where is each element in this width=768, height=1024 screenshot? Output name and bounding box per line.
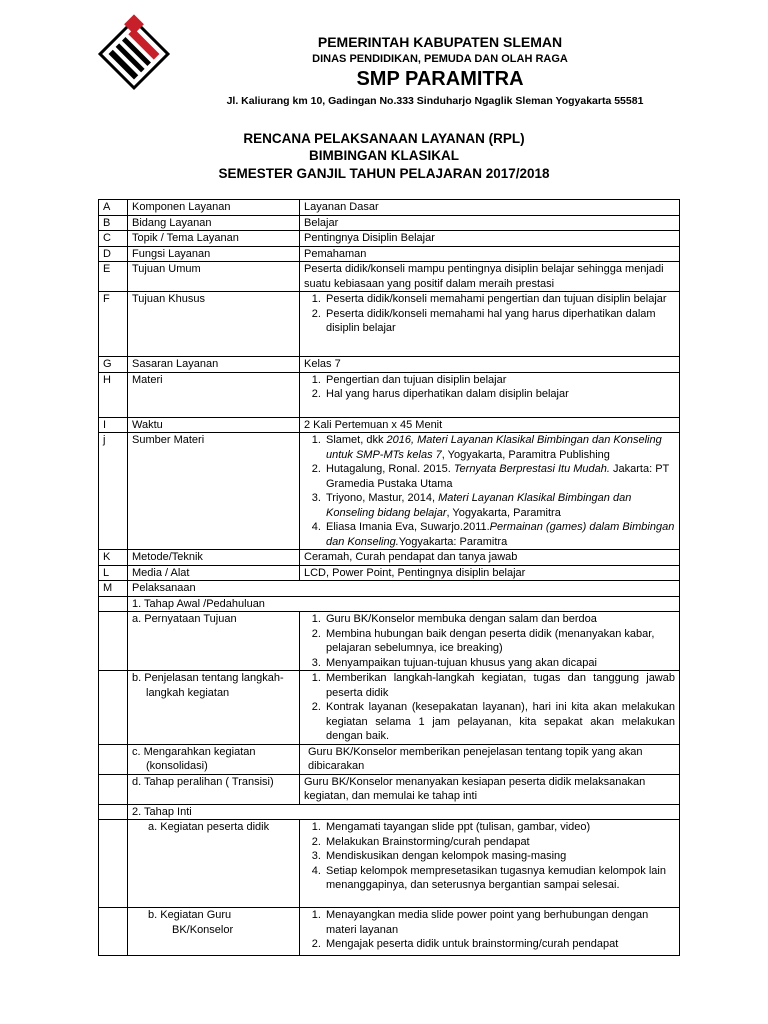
step-label: d. Tahap peralihan ( Transisi) — [128, 774, 300, 804]
row-label: Media / Alat — [128, 565, 300, 581]
step-value: Guru BK/Konselor menanyakan kesiapan peserta didik melaksanakan kegiatan, dan memulai ke tahap inti — [300, 774, 680, 804]
table-row — [99, 231, 680, 247]
row-value: 2 Kali Pertemuan x 45 Menit — [300, 417, 680, 433]
table-row — [99, 200, 680, 216]
row-label: Materi — [128, 372, 300, 417]
list-item: 2. Kontrak layanan (kesepakatan layanan), hari ini kita akan melakukan kegiatan selama 1 jam pelayanan, kita sepakat akan melakukan dengan baik. — [324, 700, 675, 744]
row-code: I — [99, 417, 128, 433]
list-item: 1. Slamet, dkk 2016, Materi Layanan Klasikal Bimbingan dan Konseling untuk SMP-MTs kelas 7, Yogyakarta, Paramitra Publishing — [324, 433, 675, 462]
row-code: G — [99, 357, 128, 373]
list-item: 2. Hutagalung, Ronal. 2015. Ternyata Berprestasi Itu Mudah. Jakarta: PT Gramedia Pustaka Utama — [324, 462, 675, 491]
row-code: C — [99, 231, 128, 247]
list-item: 1. Menayangkan media slide power point yang berhubungan dengan materi layanan — [324, 908, 675, 937]
step-value — [300, 612, 680, 671]
list-item: 1. Mengamati tayangan slide ppt (tulisan, gambar, video) — [324, 820, 675, 835]
row-code: B — [99, 215, 128, 231]
row-value: Pemahaman — [300, 246, 680, 262]
table-row — [99, 357, 680, 373]
step-label: a. Kegiatan peserta didik — [128, 820, 300, 908]
step-value — [300, 671, 680, 745]
row-code: K — [99, 550, 128, 566]
list-item: 4. Setiap kelompok mempresetasikan tugasnya kemudian kelompok lain menanggapinya, dan seterusnya bergantian sampai selesai. — [324, 864, 675, 893]
row-value: Kelas 7 — [300, 357, 680, 373]
header-school-name: SMP PARAMITRA — [356, 68, 524, 90]
table-row — [99, 908, 680, 956]
row-value: Ceramah, Curah pendapat dan tanya jawab — [300, 550, 680, 566]
table-row — [99, 215, 680, 231]
row-label: Sasaran Layanan — [128, 357, 300, 373]
table-row — [99, 596, 680, 612]
row-code: F — [99, 292, 128, 357]
table-row — [99, 671, 680, 745]
list-item: 2. Hal yang harus diperhatikan dalam disiplin belajar — [324, 387, 675, 402]
header-department: DINAS PENDIDIKAN, PEMUDA DAN OLAH RAGA — [312, 53, 568, 65]
table-row — [99, 417, 680, 433]
list-item: 3. Triyono, Mastur, 2014, Materi Layanan Klasikal Bimbingan dan Konseling bidang belajar, Yogyakarta, Paramitra — [324, 491, 675, 520]
step-label: a. Pernyataan Tujuan — [128, 612, 300, 671]
step-value — [300, 908, 680, 956]
school-logo — [94, 14, 174, 94]
step-label: b. Penjelasan tentang langkah-langkah kegiatan — [128, 671, 300, 745]
row-value — [300, 292, 680, 357]
doc-title: RENCANA PELAKSANAAN LAYANAN (RPL) — [243, 131, 525, 146]
list-item: 3. Mendiskusikan dengan kelompok masing-masing — [324, 849, 675, 864]
table-row — [99, 372, 680, 417]
row-label: Tujuan Umum — [128, 262, 300, 292]
row-label: Pelaksanaan — [128, 581, 680, 597]
table-row — [99, 774, 680, 804]
table-row — [99, 433, 680, 550]
row-value: Pentingnya Disiplin Belajar — [300, 231, 680, 247]
header-address: Jl. Kaliurang km 10, Gadingan No.333 Sinduharjo Ngaglik Sleman Yogyakarta 55581 — [226, 95, 644, 107]
row-code: M — [99, 581, 128, 597]
row-code: j — [99, 433, 128, 550]
row-code: L — [99, 565, 128, 581]
list-item: 2. Membina hubungan baik dengan peserta didik (menanyakan kabar, pelajaran sebelumnya, ice breaking) — [324, 627, 675, 656]
row-value: Layanan Dasar — [300, 200, 680, 216]
list-item: 2. Peserta didik/konseli memahami hal yang harus diperhatikan dalam disiplin belajar — [324, 307, 675, 336]
row-label: Topik / Tema Layanan — [128, 231, 300, 247]
stage-heading: 2. Tahap Inti — [128, 804, 680, 820]
row-value: Peserta didik/konseli mampu pentingnya disiplin belajar sehingga menjadi suatu kebiasaan yang positif dalam meraih prestasi — [300, 262, 680, 292]
doc-subtitle: BIMBINGAN KLASIKAL — [309, 148, 459, 163]
row-label: Bidang Layanan — [128, 215, 300, 231]
step-value: Guru BK/Konselor memberikan penejelasan tentang topik yang akan dibicarakan — [300, 744, 680, 774]
table-row — [99, 550, 680, 566]
doc-semester: SEMESTER GANJIL TAHUN PELAJARAN 2017/2018 — [218, 166, 550, 181]
row-code: E — [99, 262, 128, 292]
table-row — [99, 804, 680, 820]
list-item: 1. Peserta didik/konseli memahami pengertian dan tujuan disiplin belajar — [324, 292, 675, 307]
table-row — [99, 292, 680, 357]
table-row — [99, 565, 680, 581]
table-row — [99, 744, 680, 774]
list-item: 1. Pengertian dan tujuan disiplin belajar — [324, 373, 675, 388]
table-row — [99, 612, 680, 671]
row-label: Metode/Teknik — [128, 550, 300, 566]
row-value: LCD, Power Point, Pentingnya disiplin belajar — [300, 565, 680, 581]
row-label: Komponen Layanan — [128, 200, 300, 216]
list-item: 2. Melakukan Brainstorming/curah pendapat — [324, 835, 675, 850]
row-label: Sumber Materi — [128, 433, 300, 550]
table-row — [99, 246, 680, 262]
list-item: 2. Mengajak peserta didik untuk brainstorming/curah pendapat — [324, 937, 675, 952]
row-code: D — [99, 246, 128, 262]
row-label: Waktu — [128, 417, 300, 433]
header-government: PEMERINTAH KABUPATEN SLEMAN — [317, 34, 563, 50]
row-code: H — [99, 372, 128, 417]
row-value — [300, 433, 680, 550]
step-label: c. Mengarahkan kegiatan (konsolidasi) — [128, 744, 300, 774]
row-value — [300, 372, 680, 417]
list-item: 4. Eliasa Imania Eva, Suwarjo.2011.Permainan (games) dalam Bimbingan dan Konseling.Yogyakarta: Paramitra — [324, 520, 675, 549]
table-row — [99, 581, 680, 597]
list-item: 1. Memberikan langkah-langkah kegiatan, tugas dan tanggung jawab peserta didik — [324, 671, 675, 700]
table-row — [99, 820, 680, 908]
row-value: Belajar — [300, 215, 680, 231]
table-row — [99, 262, 680, 292]
stage-heading: 1. Tahap Awal /Pedahuluan — [128, 596, 680, 612]
rpl-table — [98, 199, 680, 956]
row-label: Fungsi Layanan — [128, 246, 300, 262]
list-item: 1. Guru BK/Konselor membuka dengan salam dan berdoa — [324, 612, 675, 627]
row-code: A — [99, 200, 128, 216]
list-item: 3. Menyampaikan tujuan-tujuan khusus yang akan dicapai — [324, 656, 675, 671]
step-label: b. Kegiatan Guru BK/Konselor — [128, 908, 300, 956]
row-label: Tujuan Khusus — [128, 292, 300, 357]
step-value — [300, 820, 680, 908]
